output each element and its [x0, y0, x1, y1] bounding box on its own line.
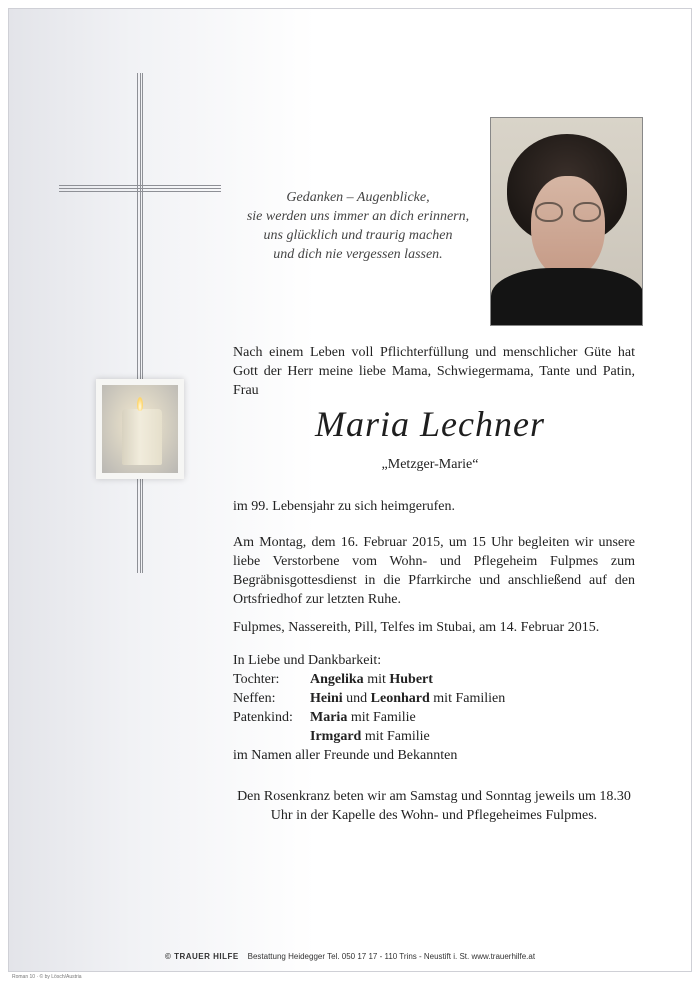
family-row-godchild-2: Irmgard mit Familie — [310, 729, 430, 744]
cross-horizontal-beam — [59, 185, 221, 193]
poem-line: sie werden uns immer an dich erinnern, — [246, 209, 470, 224]
credit-text: Roman 10 · © by Lösch/Austria — [12, 974, 82, 980]
portrait-photo — [490, 117, 643, 326]
poem-line: und dich nie vergessen lassen. — [273, 247, 443, 262]
funeral-info: Am Montag, dem 16. Februar 2015, um 15 Uhr begleiten wir unsere liebe Verstorbene vom Wohn- und Pflegeheim Fulpmes zum Begräbnisgottesdienst in die Pfarrkirche und anschließend auf den Ortsfriedhof zur letzten Ruhe. — [233, 535, 635, 607]
nickname: „Metzger-Marie“ — [381, 457, 479, 472]
family-row-godchild: Patenkind: Maria mit Familie — [233, 710, 416, 725]
family-row-nephews: Neffen: Heini und Leonhard mit Familien — [233, 691, 506, 706]
footer-brand: © TRAUER HILFE — [164, 952, 239, 961]
family-row-daughter: Tochter: Angelika mit Hubert — [233, 672, 433, 687]
family-heading: In Liebe und Dankbarkeit: — [233, 653, 382, 668]
rosary-info: Den Rosenkranz beten wir am Samstag und Sonntag jeweils um 18.30 Uhr in der Kapelle des Wohn- und Pflegeheimes Fulpmes. — [237, 789, 631, 823]
place-date: Fulpmes, Nassereith, Pill, Telfes im Stubai, am 14. Februar 2015. — [233, 620, 600, 635]
footer-info: Bestattung Heidegger Tel. 050 17 17 - 110 Trins - Neustift i. St. www.trauerhilfe.at — [247, 952, 536, 961]
obituary-card — [8, 8, 692, 972]
deceased-name: Maria Lechner — [315, 404, 545, 444]
footer — [8, 952, 692, 961]
candle-image — [96, 379, 184, 479]
age-line: im 99. Lebensjahr zu sich heimgerufen. — [233, 499, 455, 514]
memorial-poem — [238, 188, 478, 264]
poem-line: Gedanken – Augenblicke, — [286, 190, 430, 205]
cross-vertical-beam — [137, 73, 143, 573]
family-list — [233, 651, 505, 765]
poem-line: uns glücklich und traurig machen — [263, 228, 453, 243]
family-closing: im Namen aller Freunde und Bekannten — [233, 748, 458, 763]
intro-text: Nach einem Leben voll Pflichterfüllung und menschlicher Güte hat Gott der Herr meine liebe Mama, Schwiegermama, Tante und Patin, Frau — [233, 345, 635, 398]
